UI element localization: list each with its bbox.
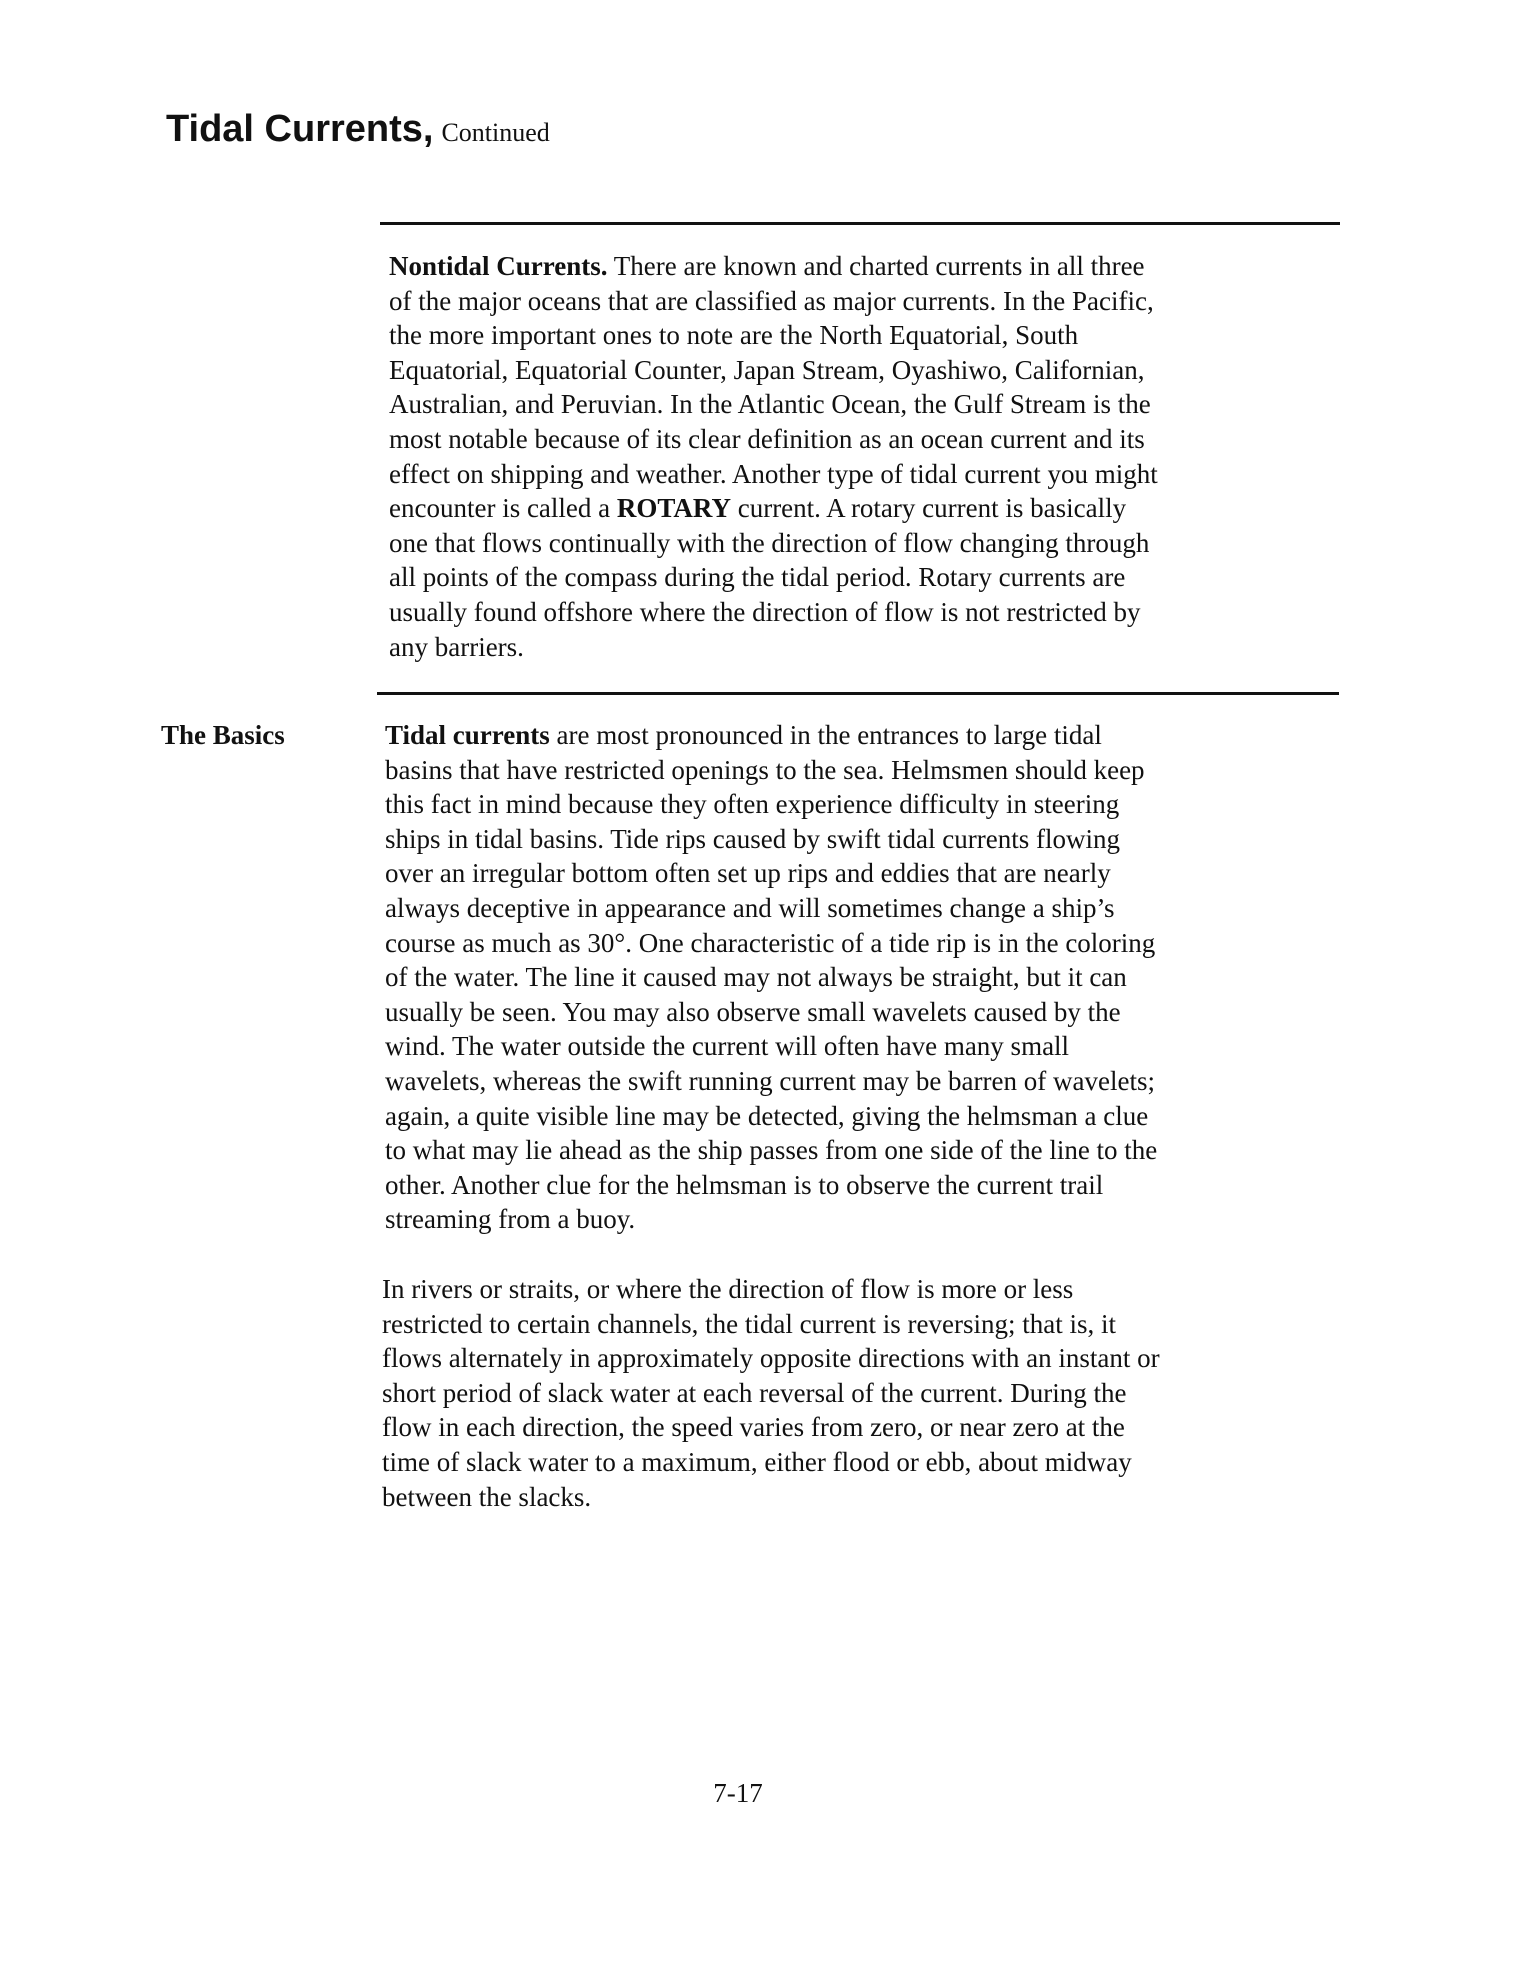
text-line: Equatorial, Equatorial Counter, Japan Stream, Oyashiwo, Californian, [389, 354, 1145, 385]
text-line: between the slacks. [382, 1481, 592, 1512]
text-line: usually found offshore where the direction of flow is not restricted by [389, 596, 1141, 627]
text-line: restricted to certain channels, the tidal current is reversing; that is, it [382, 1308, 1116, 1339]
text-line: Tidal currents are most pronounced in the entrances to large tidal [385, 720, 1102, 750]
text-line: wavelets, whereas the swift running current may be barren of wavelets; [385, 1065, 1155, 1096]
text-line: of the major oceans that are classified as major currents. In the Pacific, [389, 285, 1154, 316]
rotary-term: ROTARY [616, 493, 731, 524]
text-line: over an irregular bottom often set up rips and eddies that are nearly [385, 858, 1111, 889]
text-line: Nontidal Currents. There are known and charted currents in all three [389, 251, 1145, 281]
text-line: always deceptive in appearance and will sometimes change a ship’s [385, 892, 1115, 923]
text-line: most notable because of its clear definition as an ocean current and its [389, 423, 1145, 454]
page-number: 7-17 [713, 1778, 763, 1808]
text-line: the more important ones to note are the North Equatorial, South [389, 320, 1079, 351]
text-line: effect on shipping and weather. Another type of tidal current you might [389, 458, 1158, 489]
section-label-the-basics: The Basics [161, 720, 285, 750]
text-line: flows alternately in approximately opposite directions with an instant or [382, 1343, 1160, 1374]
text-line: one that flows continually with the direction of flow changing through [389, 527, 1150, 558]
text-line: basins that have restricted openings to the sea. Helmsmen should keep [385, 754, 1145, 785]
page-title: Tidal Currents, [166, 108, 434, 150]
page-title-continued: Continued [441, 118, 550, 147]
text-line: time of slack water to a maximum, either flood or ebb, about midway [382, 1446, 1132, 1477]
text-line: of the water. The line it caused may not always be straight, but it can [385, 962, 1127, 993]
page-header [166, 108, 550, 151]
tidal-currents-paragraph [385, 718, 1157, 1237]
text-line: streaming from a buoy. [385, 1204, 636, 1235]
text-line: other. Another clue for the helmsman is to observe the current trail [385, 1169, 1104, 1200]
text-line: wind. The water outside the current will often have many small [385, 1031, 1070, 1062]
tidal-currents-lead: Tidal currents [385, 720, 550, 750]
nontidal-lead: Nontidal Currents. [389, 251, 608, 281]
text-line: Australian, and Peruvian. In the Atlantic Ocean, the Gulf Stream is the [389, 389, 1151, 420]
section-divider-basics [377, 692, 1339, 695]
nontidal-currents-paragraph [389, 249, 1158, 664]
text-line: to what may lie ahead as the ship passes from one side of the line to the [385, 1135, 1158, 1166]
text-line: course as much as 30°. One characteristic of a tide rip is in the coloring [385, 927, 1156, 958]
reversing-current-paragraph [382, 1272, 1160, 1514]
text-line: all points of the compass during the tidal period. Rotary currents are [389, 562, 1126, 593]
text-line: usually be seen. You may also observe small wavelets caused by the [385, 996, 1121, 1027]
text-line: this fact in mind because they often experience difficulty in steering [385, 789, 1120, 820]
text-line: ships in tidal basins. Tide rips caused by swift tidal currents flowing [385, 823, 1120, 854]
text-line: flow in each direction, the speed varies from zero, or near zero at the [382, 1412, 1125, 1443]
text-line: short period of slack water at each reversal of the current. During the [382, 1377, 1127, 1408]
text-line: encounter is called a ROTARY current. A rotary current is basically [389, 493, 1127, 524]
text-line: In rivers or straits, or where the direction of flow is more or less [382, 1274, 1074, 1304]
section-divider-top [380, 222, 1340, 225]
text-line: again, a quite visible line may be detected, giving the helmsman a clue [385, 1100, 1149, 1131]
text-line: any barriers. [389, 631, 524, 662]
